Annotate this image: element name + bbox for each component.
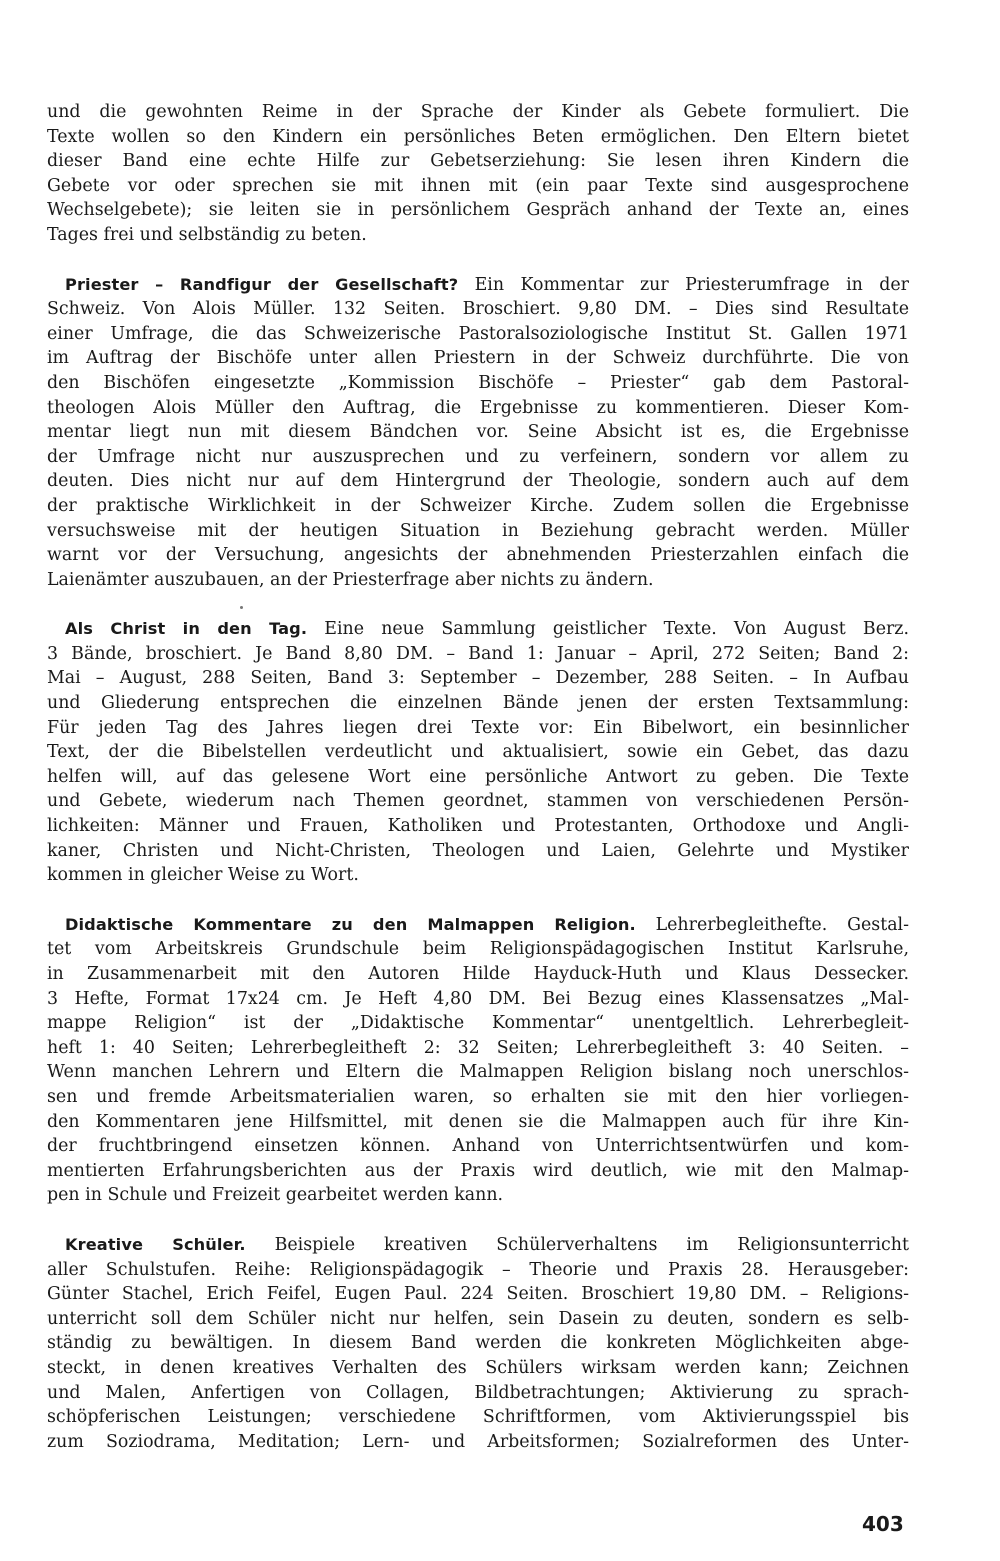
text-line: der praktische Wirklichkeit in der Schweizer Kirche. Zudem sollen die Ergebnisse: [47, 495, 909, 516]
text-line: Für jeden Tag des Jahres liegen drei Texte vor: Ein Bibelwort, ein besinnlicher: [47, 717, 909, 738]
entry-title: Didaktische Kommentare zu den Malmappen Religion.: [65, 914, 636, 934]
text-line: Wenn manchen Lehrern und Eltern die Malmappen Religion bislang noch unerschlos-: [47, 1062, 909, 1083]
text-line: pen in Schule und Freizeit gearbeitet werden kann.: [47, 1185, 504, 1206]
print-speck: [240, 606, 243, 609]
entry-title: Als Christ in den Tag.: [65, 619, 308, 639]
text-line: einer Umfrage, die das Schweizerische Pastoralsoziologische Institut St. Gallen 1971: [47, 323, 909, 344]
entry-title: Kreative Schüler.: [65, 1234, 246, 1254]
page-number: 403: [862, 1512, 904, 1536]
text-line: und Gliederung entsprechen die einzelnen Bände jenen der ersten Textsammlung:: [47, 693, 909, 714]
text-line: Laienämter auszubauen, an der Priesterfrage aber nichts zu ändern.: [47, 569, 654, 590]
text-line: Texte wollen so den Kindern ein persönliches Beten ermöglichen. Den Eltern bietet: [47, 126, 909, 147]
text-line: der Umfrage nicht nur auszusprechen und zu verfeinern, sondern vor allem zu: [47, 446, 909, 467]
text-line: [47, 617, 909, 642]
text-line: Günter Stachel, Erich Feifel, Eugen Paul. 224 Seiten. Broschiert 19,80 DM. – Religions-: [47, 1284, 909, 1305]
text-line: Schweiz. Von Alois Müller. 132 Seiten. Broschiert. 9,80 DM. – Dies sind Resultate: [47, 299, 909, 320]
text-line: mappe Religion“ ist der „Didaktische Kommentar“ unentgeltlich. Lehrerbegleit-: [47, 1013, 909, 1034]
entry-text: Ein Kommentar zur Priesterumfrage in der: [458, 274, 909, 295]
text-line: [47, 273, 909, 298]
text-line: Text, der die Bibelstellen verdeutlicht und aktualisiert, sowie ein Gebet, das dazu: [47, 742, 909, 763]
text-line: [47, 913, 909, 938]
text-line: Mai – August, 288 Seiten, Band 3: September – Dezember, 288 Seiten. – In Aufbau: [47, 668, 909, 689]
text-line: den Kommentaren jene Hilfsmittel, mit denen sie die Malmappen auch für ihre Kin-: [47, 1111, 909, 1132]
text-line: Tages frei und selbständig zu beten.: [47, 224, 367, 245]
text-line: heft 1: 40 Seiten; Lehrerbegleitheft 2: 32 Seiten; Lehrerbegleitheft 3: 40 Seiten. –: [47, 1037, 909, 1058]
text-line: und Malen, Anfertigen von Collagen, Bildbetrachtungen; Aktivierung zu sprach-: [47, 1382, 909, 1403]
paragraph-didaktische-kommentare: [47, 913, 909, 1208]
text-line: helfen will, auf das gelesene Wort eine persönliche Antwort zu geben. Die Texte: [47, 766, 909, 787]
text-line: mentierten Erfahrungsberichten aus der Praxis wird deutlich, wie mit den Malmap-: [47, 1160, 909, 1181]
paragraph-als-christ-in-den-tag: [47, 617, 909, 888]
text-line: mentar liegt nun mit diesem Bändchen vor. Seine Absicht ist es, die Ergebnisse: [47, 422, 909, 443]
text-line: der fruchtbringend einsetzen können. Anhand von Unterrichtsentwürfen und kom-: [47, 1136, 909, 1157]
text-line: 3 Hefte, Format 17x24 cm. Je Heft 4,80 DM. Bei Bezug eines Klassensatzes „Mal-: [47, 988, 909, 1009]
text-line: aller Schulstufen. Reihe: Religionspädagogik – Theorie und Praxis 28. Herausgeber:: [47, 1259, 909, 1280]
text-line: 3 Bände, broschiert. Je Band 8,80 DM. – Band 1: Januar – April, 272 Seiten; Band 2:: [47, 643, 909, 664]
entry-text: Lehrerbegleithefte. Gestal-: [635, 914, 909, 935]
text-line: in Zusammenarbeit mit den Autoren Hilde Hayduck-Huth und Klaus Dessecker.: [47, 964, 909, 984]
text-line: theologen Alois Müller den Auftrag, die Ergebnisse zu kommentieren. Dieser Kom-: [47, 397, 909, 418]
text-line: zum Soziodrama, Meditation; Lern- und Arbeitsformen; Sozialreformen des Unter-: [47, 1431, 909, 1452]
paragraph-prayer-book-continued: [47, 100, 909, 248]
text-line: kaner, Christen und Nicht-Christen, Theologen und Laien, Gelehrte und Mystiker: [47, 840, 909, 861]
text-line: unterricht soll dem Schüler nicht nur helfen, sein Dasein zu deuten, sondern es selb-: [47, 1308, 909, 1329]
text-line: versuchsweise mit der heutigen Situation in Beziehung gebracht werden. Müller: [47, 520, 909, 541]
text-line: und Gebete, wiederum nach Themen geordnet, stammen von verschiedenen Persön-: [47, 791, 909, 812]
text-line: kommen in gleicher Weise zu Wort.: [47, 865, 359, 886]
text-line: sen und fremde Arbeitsmaterialien waren, so erhalten sie mit den hier vorliegen-: [47, 1086, 909, 1107]
entry-text: Eine neue Sammlung geistlicher Texte. Von August Berz.: [307, 619, 909, 640]
entry-text: Beispiele kreativen Schülerverhaltens im Religionsunterricht: [245, 1234, 909, 1255]
text-line: warnt vor der Versuchung, angesichts der abnehmenden Priesterzahlen einfach die: [47, 545, 909, 566]
text-line: und die gewohnten Reime in der Sprache der Kinder als Gebete formuliert. Die: [47, 102, 909, 122]
text-line: Gebete vor oder sprechen sie mit ihnen mit (ein paar Texte sind ausgesprochene: [47, 175, 909, 196]
text-line: deuten. Dies nicht nur auf dem Hintergrund der Theologie, sondern auch auf dem: [47, 471, 909, 492]
text-line: im Auftrag der Bischöfe unter allen Priestern in der Schweiz durchführte. Die von: [47, 348, 909, 369]
text-line: steckt, in denen kreatives Verhalten des Schülers wirksam werden kann; Zeichnen: [47, 1357, 909, 1378]
text-line: ständig zu bewältigen. In diesem Band werden die konkreten Möglichkeiten abge-: [47, 1333, 909, 1354]
text-line: [47, 1233, 909, 1258]
text-line: lichkeiten: Männer und Frauen, Katholiken und Protestanten, Orthodoxe und Angli-: [47, 816, 909, 837]
text-line: tet vom Arbeitskreis Grundschule beim Religionspädagogischen Institut Karlsruhe,: [47, 939, 909, 960]
paragraph-kreative-schueler: [47, 1233, 909, 1454]
paragraph-priester-randfigur: [47, 273, 909, 593]
text-line: schöpferischen Leistungen; verschiedene Schriftformen, vom Aktivierungsspiel bis: [47, 1407, 909, 1428]
page-body: [47, 100, 909, 1479]
text-line: den Bischöfen eingesetzte „Kommission Bischöfe – Priester“ gab dem Pastoral-: [47, 372, 909, 393]
text-line: Wechselgebete); sie leiten sie in persönlichem Gespräch anhand der Texte an, eines: [47, 200, 909, 221]
text-line: dieser Band eine echte Hilfe zur Gebetserziehung: Sie lesen ihren Kindern die: [47, 151, 909, 172]
entry-title: Priester – Randfigur der Gesellschaft?: [65, 274, 459, 294]
